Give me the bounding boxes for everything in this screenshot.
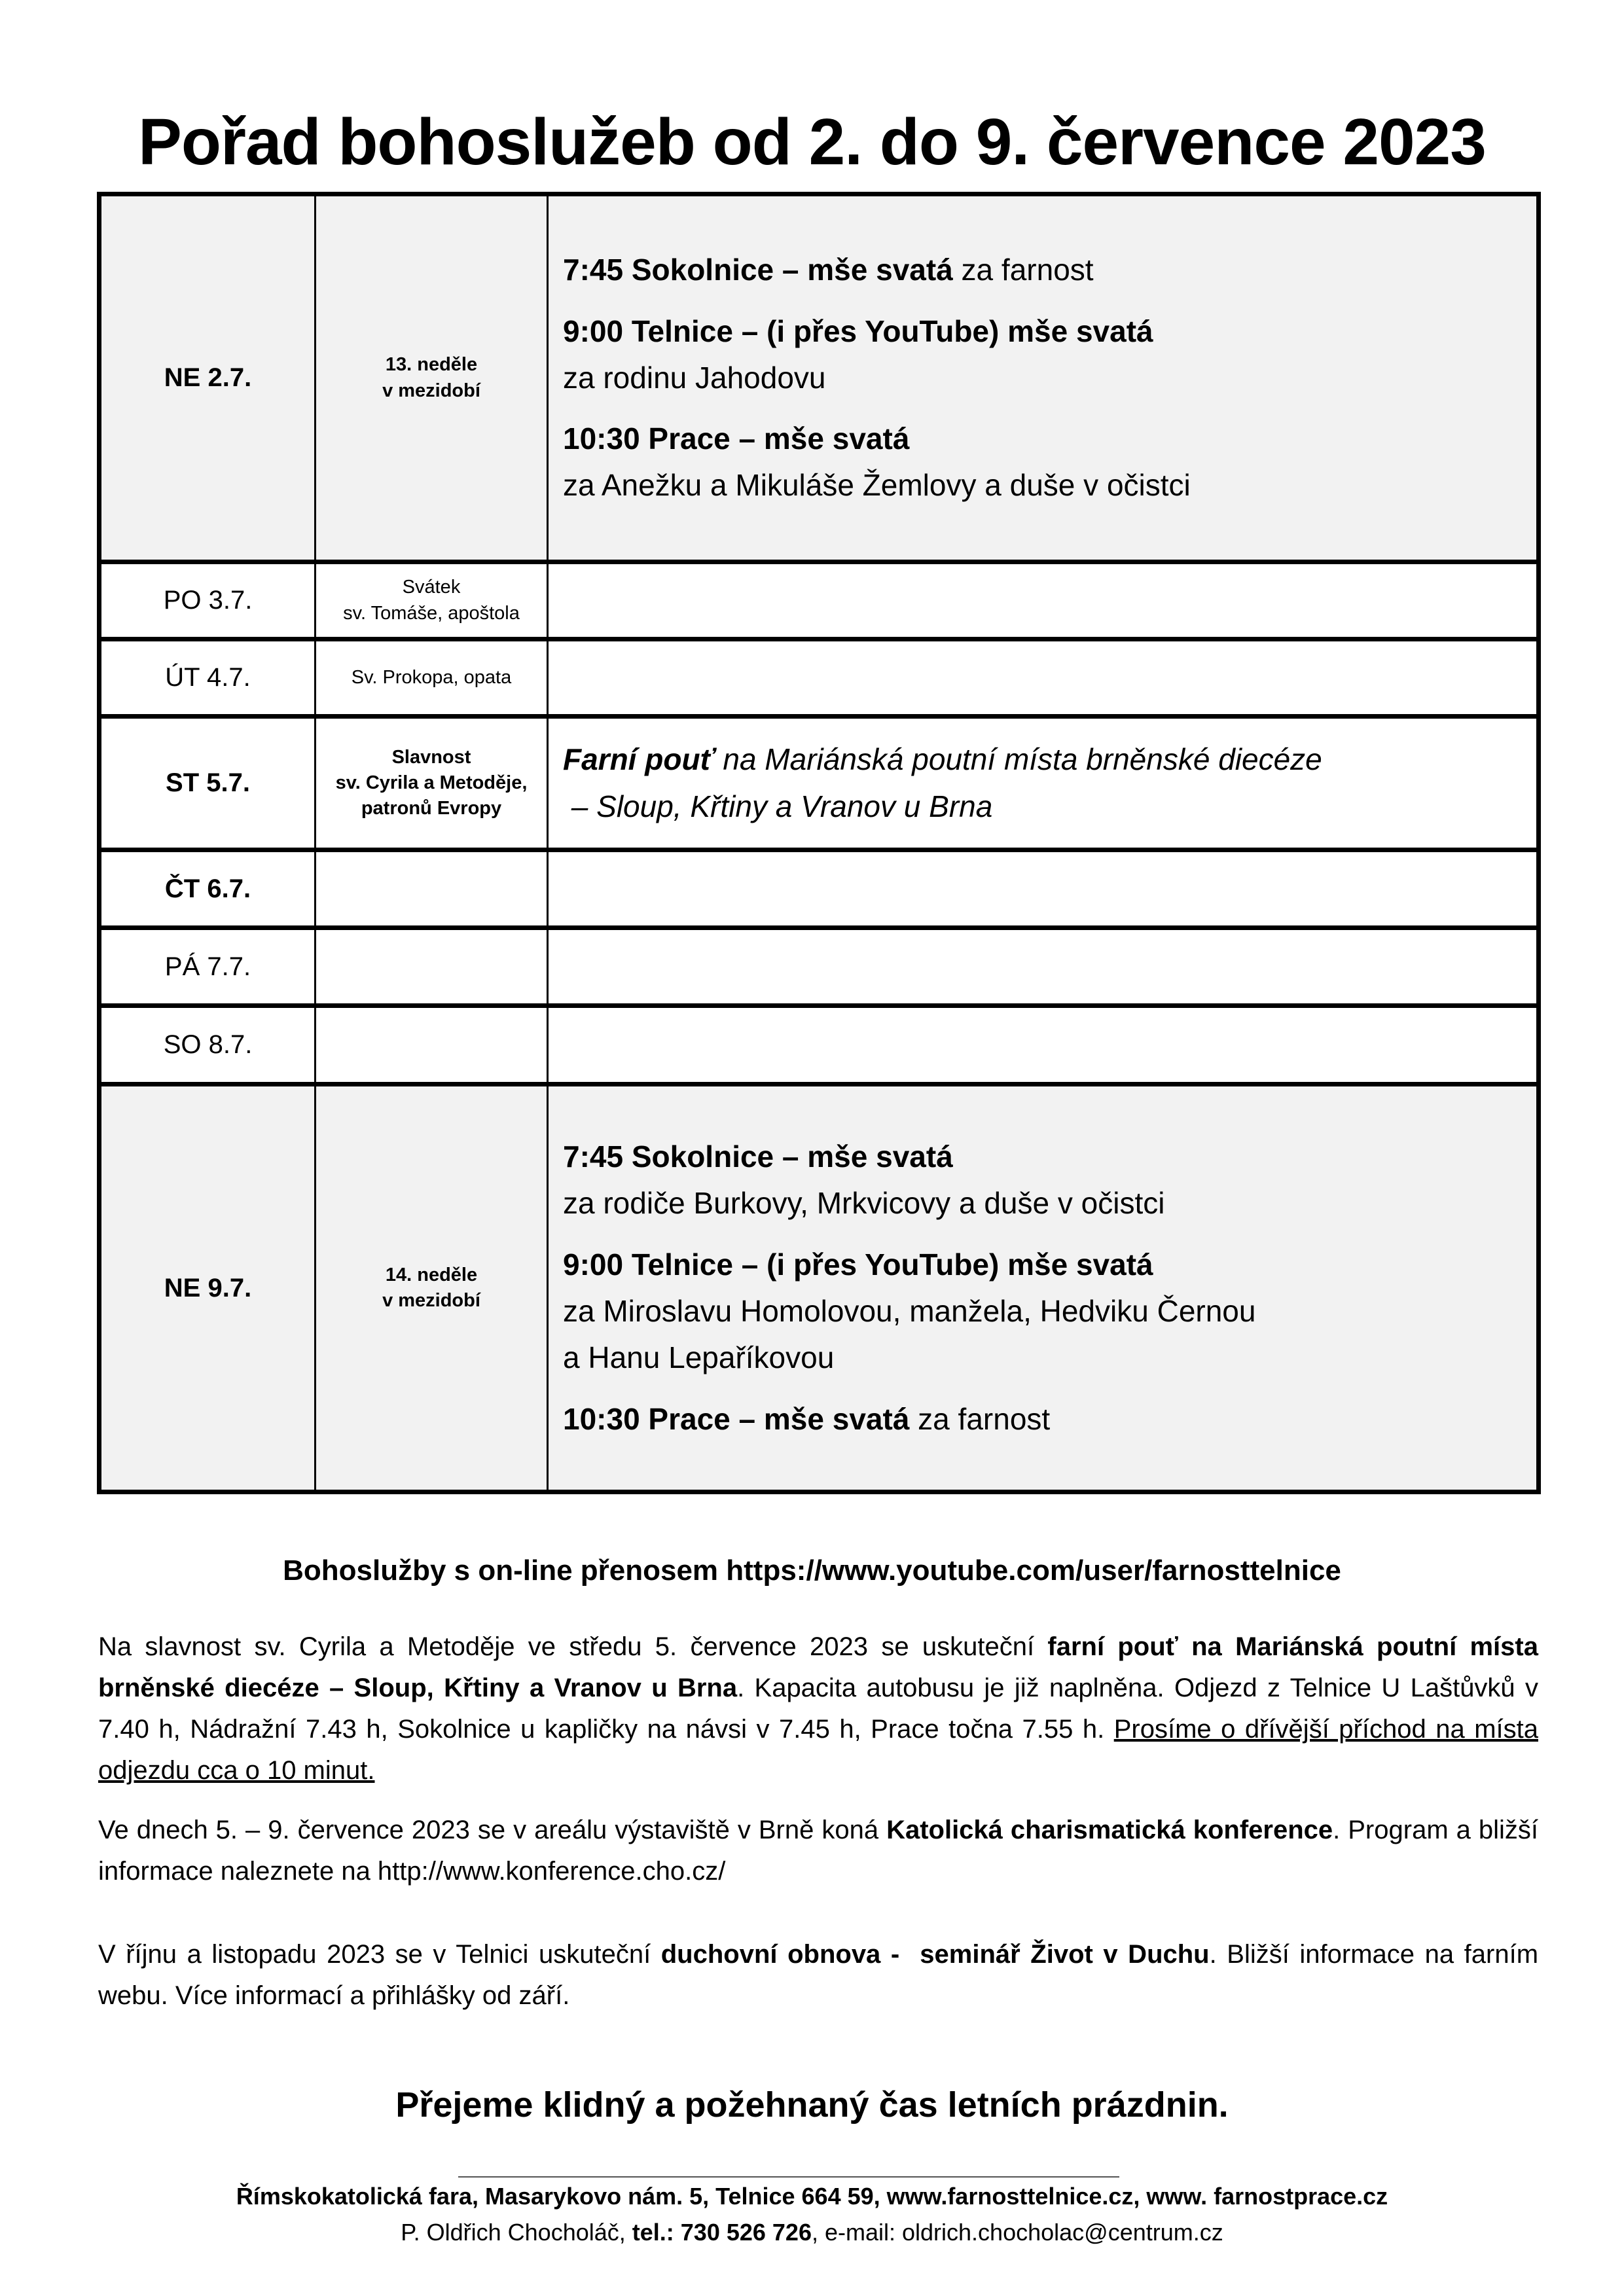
day-cell: SO 8.7.	[99, 1006, 316, 1085]
feast-line: Slavnost	[391, 746, 471, 768]
feast-cell	[316, 562, 548, 639]
feast-cell	[316, 1006, 548, 1085]
day-cell: PÁ 7.7.	[99, 928, 316, 1006]
mass-entry	[563, 308, 1536, 402]
mass-entry	[563, 1396, 1536, 1443]
youtube-stream-info: Bohoslužby s on-line přenosem https://www.youtube.com/user/farnosttelnice	[283, 1554, 1341, 1587]
table-row-sunday-2-7	[99, 194, 1539, 562]
info-cell	[548, 1006, 1539, 1085]
feast-cell	[316, 194, 548, 562]
feast-cell	[316, 717, 548, 850]
table-row-saturday	[99, 1006, 1539, 1085]
table-row-tuesday	[99, 639, 1539, 717]
text: . Kapacita autobusu je již naplněna. Odjezd z Telnice U Laštůvků v 7.40 h, Nádražní 7.43 h, Sokolnice u kapličky na návsi v 7.45 h, Prace točna 7.55 h.	[98, 1674, 1538, 1744]
info-cell	[548, 639, 1539, 717]
pilgrimage-line	[563, 736, 1536, 783]
announcement-pilgrimage	[98, 1626, 1538, 1791]
text: . Program a bližší informace naleznete na http://www.konference.cho.cz/	[98, 1816, 1538, 1886]
mass-heading: 9:00 Telnice – (i přes YouTube) mše svatá	[563, 1247, 1153, 1282]
feast-cell	[316, 1085, 548, 1492]
feast-cell	[316, 928, 548, 1006]
day-cell: ČT 6.7.	[99, 850, 316, 928]
feast-line: sv. Tomáše, apoštola	[343, 602, 520, 624]
emphasis: Katolická charismatická konference	[886, 1816, 1333, 1844]
mass-intention: za rodiče Burkovy, Mrkvicovy a duše v očistci	[563, 1186, 1165, 1221]
feast-line: 14. neděle	[385, 1264, 478, 1285]
day-cell: PO 3.7.	[99, 562, 316, 639]
table-row-monday	[99, 562, 1539, 639]
table-row-wednesday	[99, 717, 1539, 850]
mass-intention: za Anežku a Mikuláše Žemlovy a duše v očistci	[563, 468, 1191, 503]
table-row-thursday	[99, 850, 1539, 928]
pilgrimage-places: – Sloup, Křtiny a Vranov u Brna	[563, 789, 993, 823]
text: Na slavnost sv. Cyrila a Metoděje ve středu 5. července 2023 se uskuteční	[98, 1632, 1048, 1661]
feast-line: 13. neděle	[385, 354, 478, 376]
footer-contact	[0, 2219, 1624, 2246]
footer-address: Římskokatolická fara, Masarykovo nám. 5, Telnice 664 59, www.farnosttelnice.cz, www. farnostprace.cz	[236, 2183, 1388, 2210]
info-cell	[548, 1085, 1539, 1492]
priest-name: P. Oldřich Chocholáč,	[401, 2219, 632, 2246]
mass-intention: za rodinu Jahodovu	[563, 360, 826, 395]
emphasis: farní pouť na Mariánská poutní místa brněnské diecéze – Sloup, Křtiny a Vranov u Brna	[98, 1632, 1538, 1702]
mass-intention: a Hanu Lepaříkovou	[563, 1340, 835, 1375]
text: V říjnu a listopadu 2023 se v Telnici uskuteční	[98, 1940, 661, 1969]
info-cell	[548, 562, 1539, 639]
feast-line: Sv. Prokopa, opata	[351, 666, 512, 688]
info-cell	[548, 928, 1539, 1006]
feast-cell	[316, 639, 548, 717]
info-cell	[548, 717, 1539, 850]
notice-underlined: Prosíme o dřívější příchod na místa odjezdu cca o 10 minut.	[98, 1715, 1538, 1785]
mass-heading: 7:45 Sokolnice – mše svatá	[563, 1139, 953, 1174]
feast-line: v mezidobí	[382, 1290, 480, 1311]
mass-heading: 10:30 Prace – mše svatá	[563, 422, 910, 456]
mass-entry	[563, 1134, 1536, 1227]
mass-intention: za Miroslavu Homolovou, manžela, Hedviku Černou	[563, 1294, 1256, 1328]
table-row-friday	[99, 928, 1539, 1006]
mass-heading: 9:00 Telnice – (i přes YouTube) mše svatá	[563, 314, 1153, 348]
emphasis: duchovní obnova - seminář Život v Duchu	[660, 1940, 1210, 1969]
info-cell	[548, 850, 1539, 928]
mass-intention: za farnost	[909, 1401, 1051, 1436]
mass-entry	[563, 416, 1536, 509]
feast-line: patronů Evropy	[361, 798, 502, 819]
summer-wish: Přejeme klidný a požehnaný čas letních prázdnin.	[395, 2085, 1229, 2125]
announcement-conference	[98, 1810, 1538, 1892]
mass-heading: 10:30 Prace – mše svatá	[563, 1401, 910, 1436]
footer-divider	[458, 2176, 1119, 2178]
pilgrimage-title: Farní pouť	[563, 742, 715, 777]
page-title: Pořad bohoslužeb od 2. do 9. července 2023	[138, 105, 1486, 179]
email: , e-mail: oldrich.chocholac@centrum.cz	[811, 2219, 1223, 2246]
mass-entry	[563, 1242, 1536, 1382]
feast-line: sv. Cyrila a Metoděje,	[335, 772, 528, 793]
announcement-seminar	[98, 1934, 1538, 2017]
feast-line: Svátek	[402, 577, 461, 598]
info-cell	[548, 194, 1539, 562]
day-cell: NE 9.7.	[99, 1085, 316, 1492]
table-row-sunday-9-7	[99, 1085, 1539, 1492]
day-cell: ÚT 4.7.	[99, 639, 316, 717]
phone: tel.: 730 526 726	[632, 2219, 812, 2246]
text: Ve dnech 5. – 9. července 2023 se v areálu výstaviště v Brně koná	[98, 1816, 887, 1844]
mass-intention: za farnost	[952, 253, 1094, 287]
schedule-table	[97, 192, 1541, 1494]
mass-entry	[563, 247, 1536, 293]
day-cell: NE 2.7.	[99, 194, 316, 562]
feast-line: v mezidobí	[382, 380, 480, 401]
feast-cell	[316, 850, 548, 928]
text: . Bližší informace na farním webu. Více informací a přihlášky od září.	[98, 1940, 1539, 2010]
mass-heading: 7:45 Sokolnice – mše svatá	[563, 253, 953, 287]
day-cell: ST 5.7.	[99, 717, 316, 850]
pilgrimage-text: na Mariánská poutní místa brněnské diecéze	[714, 742, 1322, 777]
